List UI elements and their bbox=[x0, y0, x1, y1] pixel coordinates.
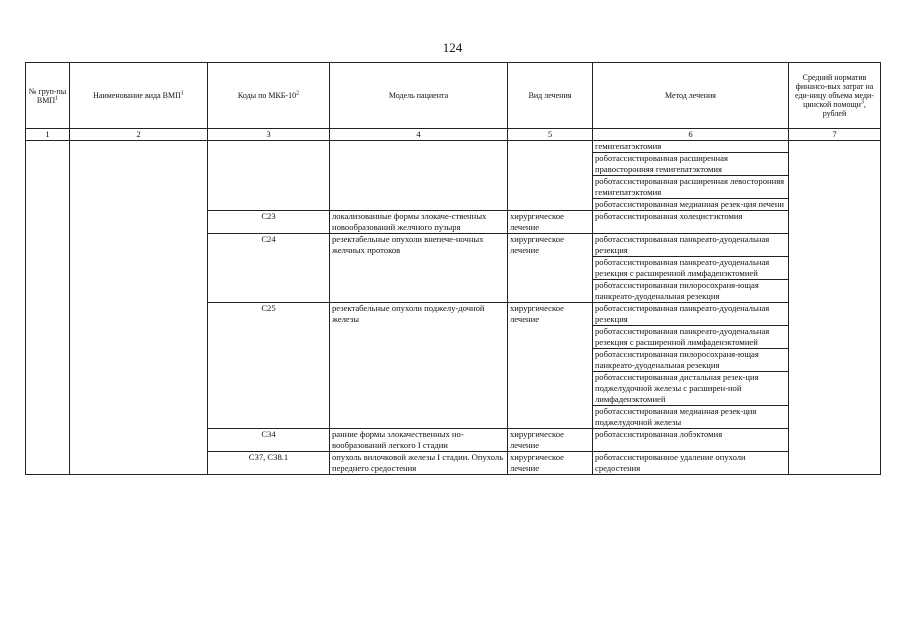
column-number: 6 bbox=[593, 129, 789, 141]
treatment-method-cell: роботассистированное удаление опухоли средостения bbox=[593, 452, 789, 475]
patient-model-cell: опухоль вилочковой железы I стадии. Опухоль переднего средостения bbox=[330, 452, 508, 475]
mkb-code-cell: C34 bbox=[208, 429, 330, 452]
treatment-method-cell: гемигепатэктомия bbox=[593, 141, 789, 153]
patient-model-cell: ранние формы злокачественных но-вообразований легкого I стадии bbox=[330, 429, 508, 452]
column-number: 3 bbox=[208, 129, 330, 141]
treatment-method-cell: роботассистированная дистальная резек-ция поджелудочной железы с расширен-ной лимфаденэктомией bbox=[593, 372, 789, 406]
header-row bbox=[26, 63, 881, 129]
header-patient-model: Модель пациента bbox=[330, 63, 508, 129]
treatment-type-cell: хирургическое лечение bbox=[508, 429, 593, 452]
treatment-type-cell: хирургическое лечение bbox=[508, 303, 593, 429]
vmp-name-cell bbox=[70, 141, 208, 475]
patient-model-cell: локализованные формы злокаче-ственных новообразований желчного пузыря bbox=[330, 211, 508, 234]
table-body bbox=[26, 141, 881, 475]
column-number: 4 bbox=[330, 129, 508, 141]
treatment-method-cell: роботассистированная пилоросохраня-ющая панкреато-дуоденальная резекция bbox=[593, 280, 789, 303]
table-row bbox=[26, 141, 881, 153]
header-avg-cost: Средний норматив финансо-вых затрат на еди-ницу объема меди-цинской помощи$^3$, рублей bbox=[789, 63, 881, 129]
avg-cost-cell bbox=[789, 141, 881, 475]
header-mkb-codes: Коды по МКБ-$10^2$ bbox=[208, 63, 330, 129]
mkb-code-cell bbox=[208, 141, 330, 211]
header-vmp-name: Наименование вида ВМП$^1$ bbox=[70, 63, 208, 129]
mkb-code-cell: C24 bbox=[208, 234, 330, 303]
treatment-method-cell: роботассистированная панкреато-дуоденальная резекция с расширенной лимфаденэктомией bbox=[593, 326, 789, 349]
treatment-method-cell: роботассистированная панкреато-дуоденальная резекция с расширенной лимфаденэктомией bbox=[593, 257, 789, 280]
treatment-method-cell: роботассистированная лобэктомия bbox=[593, 429, 789, 452]
treatment-method-cell: роботассистированная пилоросохраня-ющая панкреато-дуоденальная резекция bbox=[593, 349, 789, 372]
patient-model-cell: резектабельные опухоли внепече-ночных желчных протоков bbox=[330, 234, 508, 303]
mkb-code-cell: C37, C38.1 bbox=[208, 452, 330, 475]
column-number: 7 bbox=[789, 129, 881, 141]
header-treatment-method: Метод лечения bbox=[593, 63, 789, 129]
column-number: 1 bbox=[26, 129, 70, 141]
treatment-method-cell: роботассистированная медианная резек-ция поджелудочной железы bbox=[593, 406, 789, 429]
treatment-type-cell: хирургическое лечение bbox=[508, 234, 593, 303]
treatment-method-cell: роботассистированная панкреато-дуоденальная резекция bbox=[593, 303, 789, 326]
vmp-table bbox=[25, 62, 881, 475]
group-no-cell bbox=[26, 141, 70, 475]
column-number: 2 bbox=[70, 129, 208, 141]
page-number: 124 bbox=[442, 40, 463, 55]
treatment-method-cell: роботассистированная холецистэктомия bbox=[593, 211, 789, 234]
treatment-method-cell: роботассистированная медианная резек-ция печени bbox=[593, 199, 789, 211]
patient-model-cell bbox=[330, 141, 508, 211]
treatment-type-cell: хирургическое лечение bbox=[508, 452, 593, 475]
mkb-code-cell: C23 bbox=[208, 211, 330, 234]
treatment-type-cell: хирургическое лечение bbox=[508, 211, 593, 234]
column-number: 5 bbox=[508, 129, 593, 141]
treatment-method-cell: роботассистированная расширенная правосторонняя гемигепатэктомия bbox=[593, 153, 789, 176]
patient-model-cell: резектабельные опухоли поджелу-дочной железы bbox=[330, 303, 508, 429]
header-group-no: № груп-пы ВМП$^1$ bbox=[26, 63, 70, 129]
column-number-row bbox=[26, 129, 881, 141]
treatment-method-cell: роботассистированная расширенная левосторонняя гемигепатэктомия bbox=[593, 176, 789, 199]
header-treatment-type: Вид лечения bbox=[508, 63, 593, 129]
mkb-code-cell: C25 bbox=[208, 303, 330, 429]
treatment-type-cell bbox=[508, 141, 593, 211]
treatment-method-cell: роботассистированная панкреато-дуоденальная резекция bbox=[593, 234, 789, 257]
